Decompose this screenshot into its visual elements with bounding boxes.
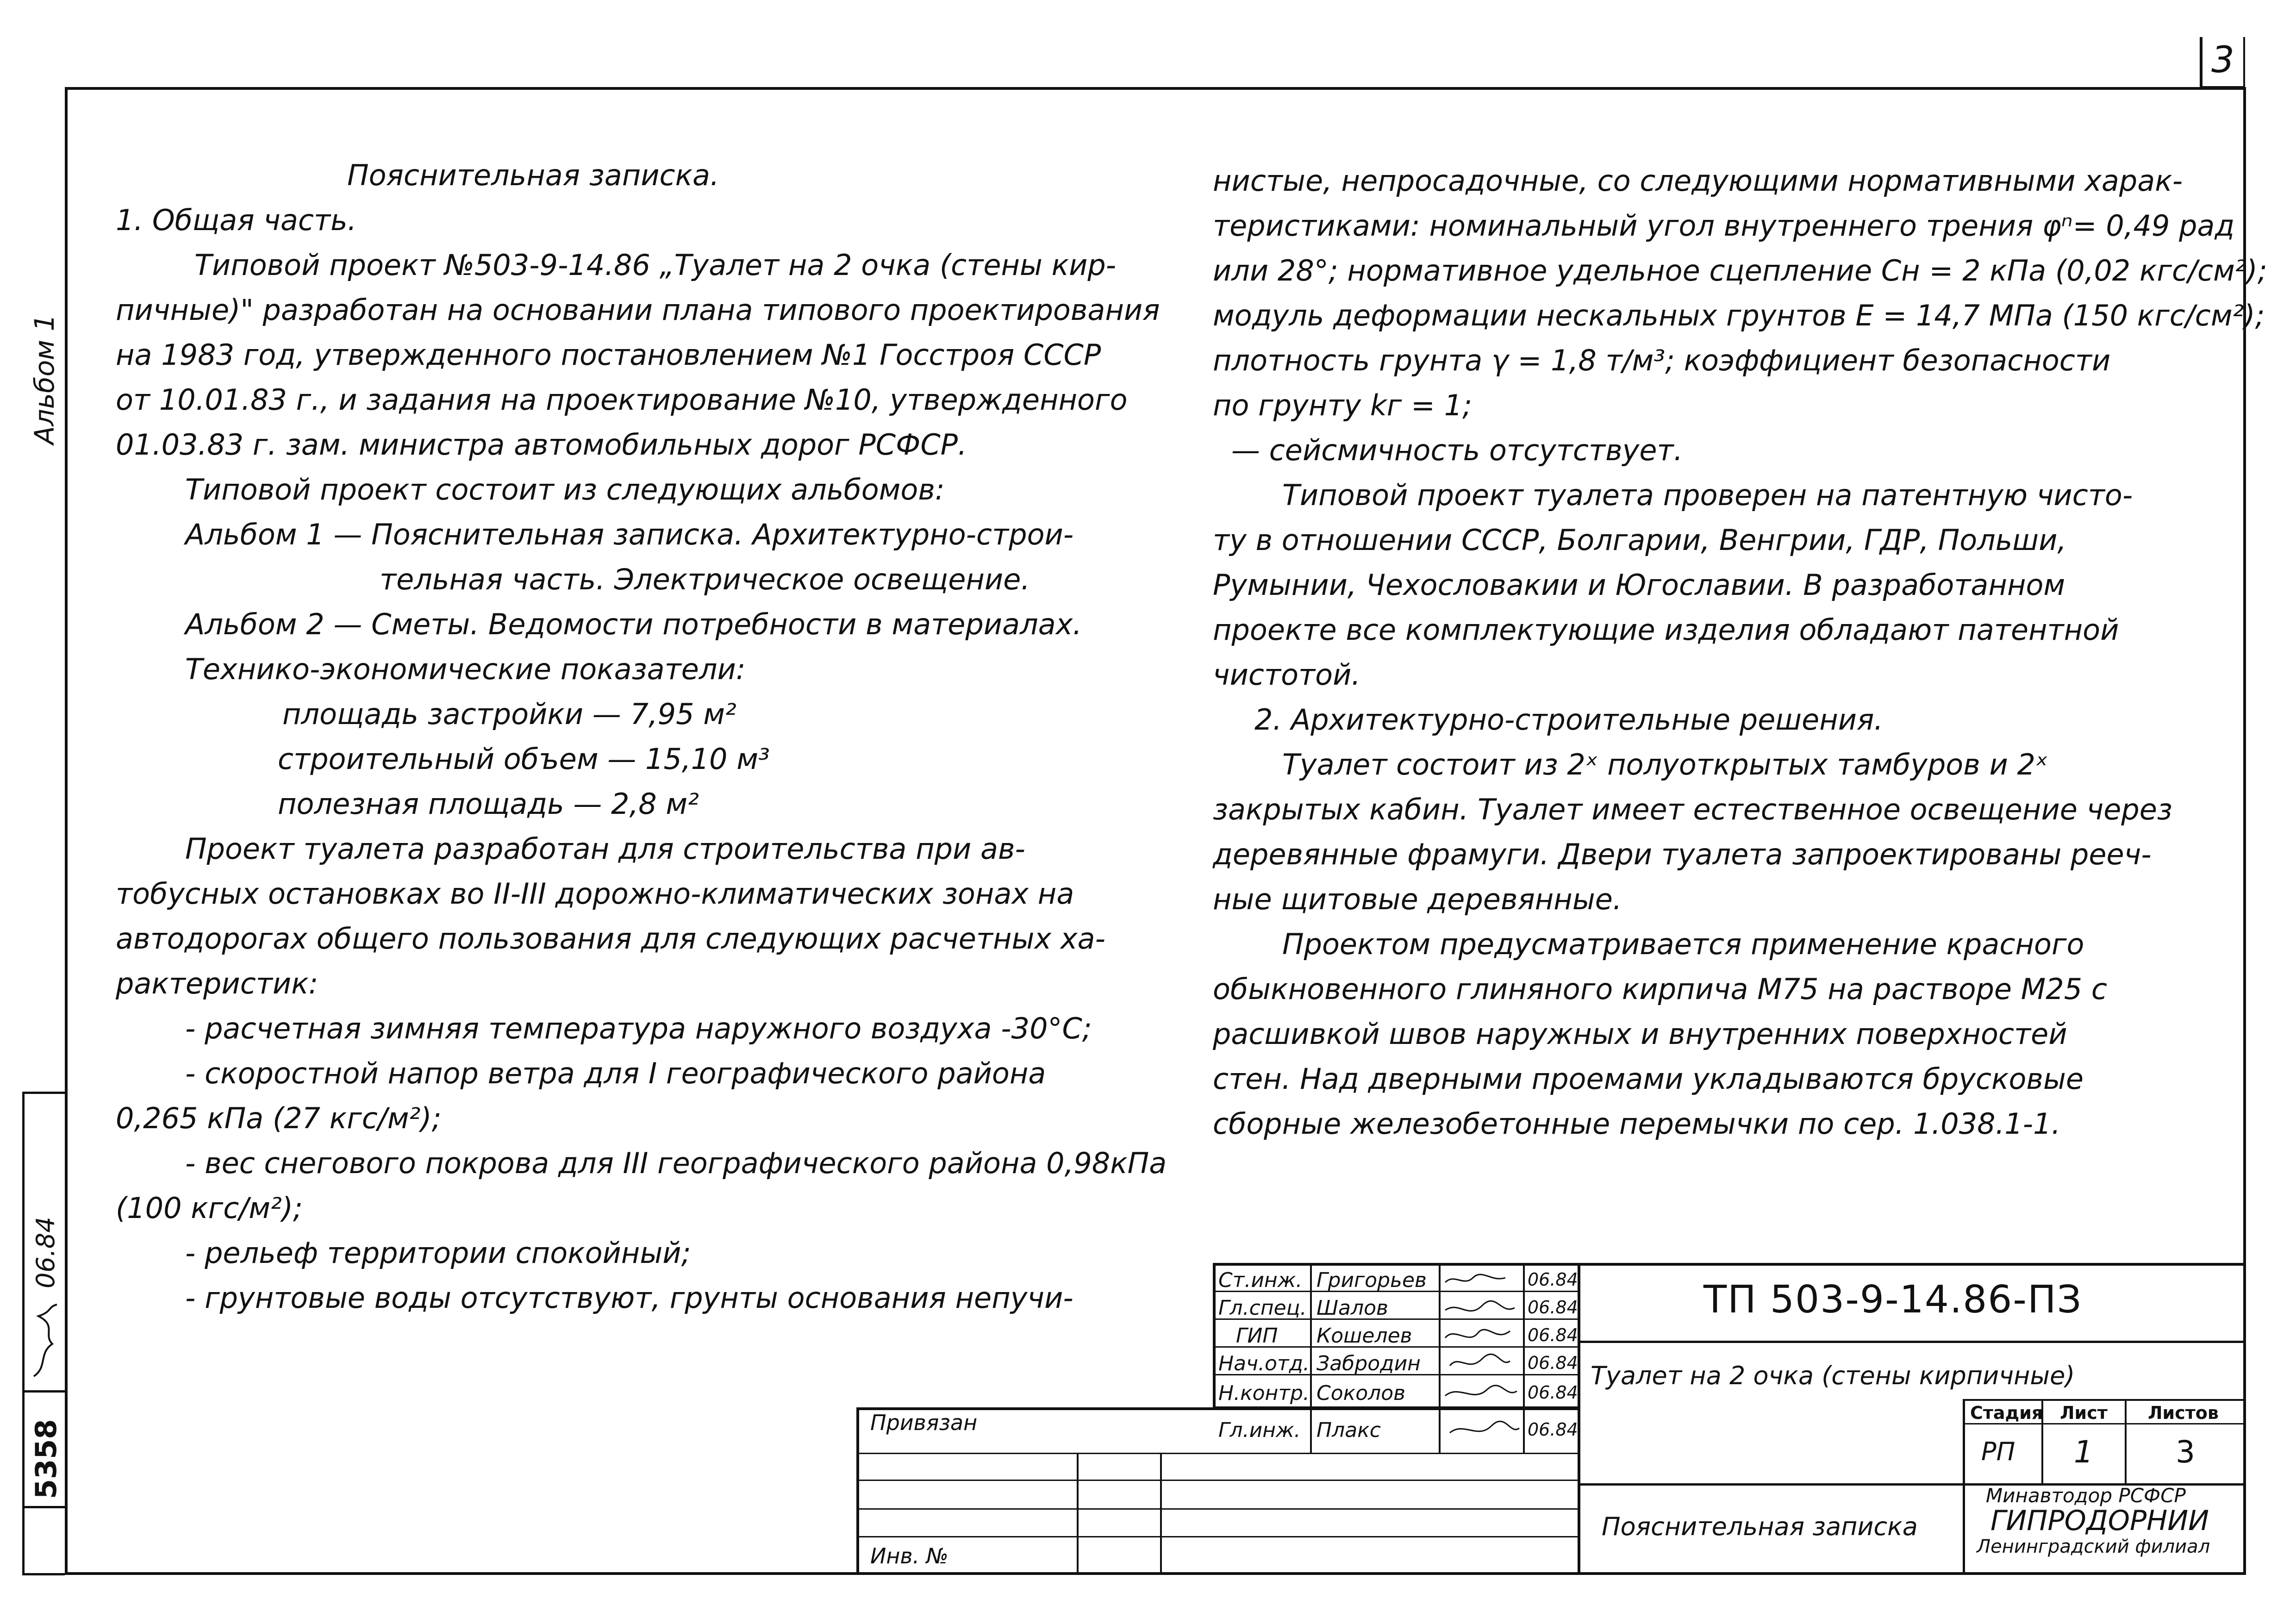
note-line: 1. Общая часть. — [116, 203, 357, 237]
note-line: Туалет состоит из 2ˣ полуоткрытых тамбуров и 2ˣ — [1282, 748, 2048, 781]
note-line: Альбом 2 — Сметы. Ведомости потребности в материалах. — [185, 607, 1082, 641]
note-line: стен. Над дверными проемами укладываются брусковые — [1213, 1062, 2084, 1096]
tb-date: 06.84 — [1528, 1269, 1578, 1290]
signatures-scribbles — [1441, 1268, 1522, 1444]
tb-role: Гл.спец. — [1218, 1296, 1307, 1320]
note-line: 0,265 кПа (27 кгс/м²); — [116, 1101, 442, 1135]
tb-date: 06.84 — [1528, 1419, 1578, 1440]
bound-grid-left — [856, 1407, 859, 1575]
note-line: нистые, непросадочные, со следующими нормативными харак- — [1213, 164, 2183, 198]
note-line: закрытых кабин. Туалет имеет естественное освещение через — [1213, 793, 2172, 826]
note-line: модуль деформации нескальных грунтов E = 14,7 МПа (150 кгс/см²); — [1213, 299, 2265, 332]
note-line: по грунту kг = 1; — [1213, 388, 1472, 422]
note-title: Пояснительная записка. — [347, 158, 719, 192]
note-line: обыкновенного глиняного кирпича М75 на растворе М25 с — [1213, 972, 2107, 1006]
note-line: Технико-экономические показатели: — [185, 652, 746, 686]
tb-signer: Григорьев — [1316, 1268, 1427, 1292]
tb-role: Нач.отд. — [1218, 1352, 1310, 1375]
inventory-label: Инв. № — [870, 1543, 948, 1568]
tb-role: Н.контр. — [1218, 1381, 1310, 1405]
note-line: - скоростной напор ветра для I географического района — [185, 1056, 1046, 1090]
bound-to-label: Привязан — [870, 1410, 978, 1435]
note-line: тельная часть. Электрическое освещение. — [380, 562, 1030, 596]
note-line: деревянные фрамуги. Двери туалета запроектированы рееч- — [1213, 837, 2152, 871]
org-line-2: ГИПРОДОРНИИ — [1990, 1505, 2209, 1537]
note-line: 2. Архитектурно-строительные решения. — [1254, 703, 1884, 737]
note-line: проекте все комплектующие изделия обладают патентной — [1213, 613, 2119, 647]
note-line: - рельеф территории спокойный; — [185, 1236, 691, 1270]
bound-grid-col — [1160, 1453, 1162, 1575]
note-line: расшивкой швов наружных и внутренних поверхностей — [1213, 1017, 2067, 1051]
note-line: (100 кгс/м²); — [116, 1191, 303, 1225]
tb-stage-col — [1963, 1399, 1965, 1575]
tb-left-line — [1213, 1263, 1216, 1407]
tb-date: 06.84 — [1528, 1297, 1578, 1318]
note-line: автодорогах общего пользования для следующих расчетных ха- — [116, 922, 1105, 956]
tb-signer: Соколов — [1316, 1381, 1406, 1405]
sheets-value: 3 — [2176, 1434, 2195, 1470]
note-line: или 28°; нормативное удельное сцепление Cн = 2 кПа (0,02 кгс/см²); — [1213, 254, 2267, 287]
tb-row-line — [1213, 1453, 1578, 1454]
object-name: Туалет на 2 очка (стены кирпичные) — [1591, 1361, 2075, 1390]
note-line: строительный объем — 15,10 м³ — [278, 742, 770, 776]
bound-grid-col — [1077, 1453, 1079, 1575]
tb-signer: Шалов — [1316, 1296, 1388, 1320]
bound-grid-row — [856, 1480, 1578, 1481]
stage-value: РП — [1981, 1437, 2015, 1466]
tb-signer: Кошелев — [1316, 1324, 1412, 1348]
left-stamp-date: 06.84 — [31, 1217, 60, 1288]
stage-header: Стадия — [1970, 1403, 2043, 1423]
sheet-header: Лист — [2060, 1403, 2108, 1423]
note-line: сборные железобетонные перемычки по сер. 1.038.1-1. — [1213, 1107, 2061, 1141]
bound-grid-row — [856, 1508, 1578, 1510]
tb-date-right-line — [1578, 1263, 1580, 1575]
note-line: Типовой проект состоит из следующих альбомов: — [185, 473, 945, 506]
note-line: полезная площадь — 2,8 м² — [278, 787, 699, 821]
corner-sheet-number: 3 — [2200, 37, 2245, 89]
tb-stage-head — [1963, 1423, 2246, 1424]
note-line: Типовой проект №503-9-14.86 „Туалет на 2 очка (стены кир- — [194, 248, 1117, 282]
note-line: тобусных остановках во II-III дорожно-климатических зонах на — [116, 877, 1074, 911]
note-line: — сейсмичность отсутствует. — [1231, 433, 1683, 467]
tb-stage-top — [1963, 1399, 2246, 1401]
note-line: плотность грунта γ = 1,8 т/м³; коэффициент безопасности — [1213, 344, 2111, 377]
note-line: - расчетная зимняя температура наружного воздуха -30°С; — [185, 1012, 1092, 1045]
note-line: Альбом 1 — Пояснительная записка. Архитектурно-строи- — [185, 518, 1074, 551]
tb-date: 06.84 — [1528, 1353, 1578, 1373]
tb-role: Гл.инж. — [1218, 1418, 1301, 1442]
note-line: ту в отношении СССР, Болгарии, Венгрии, ГДР, Польши, — [1213, 523, 2067, 557]
sheet-value: 1 — [2074, 1434, 2093, 1470]
tb-designation-line — [1578, 1341, 2246, 1343]
tb-signer: Забродин — [1316, 1352, 1421, 1375]
note-line: пичные)" разработан на основании плана типового проектирования — [116, 293, 1160, 327]
inventory-number: 5358 — [29, 1419, 63, 1499]
note-line: на 1983 год, утвержденного постановлением №1 Госстроя СССР — [116, 338, 1101, 372]
note-line: Проектом предусматривается применение красного — [1282, 927, 2084, 961]
tb-top-line — [1213, 1263, 2246, 1266]
note-line: теристиками: номинальный угол внутреннего трения φⁿ= 0,49 рад — [1213, 209, 2235, 243]
note-line: рактеристик: — [116, 967, 318, 1000]
note-line: Румынии, Чехословакии и Югославии. В разработанном — [1213, 568, 2065, 602]
tb-date: 06.84 — [1528, 1382, 1578, 1403]
note-line: ные щитовые деревянные. — [1213, 882, 1622, 916]
note-line: от 10.01.83 г., и задания на проектирование №10, утвержденного — [116, 383, 1128, 417]
note-line: Типовой проект туалета проверен на патентную чисто- — [1282, 478, 2133, 512]
org-line-3: Ленинградский филиал — [1977, 1536, 2210, 1557]
tb-role: ГИП — [1236, 1324, 1278, 1348]
note-line: Проект туалета разработан для строительства при ав- — [185, 832, 1025, 866]
sheets-header: Листов — [2148, 1403, 2219, 1423]
bound-grid-row — [856, 1536, 1578, 1537]
tb-role: Ст.инж. — [1218, 1268, 1303, 1292]
tb-sheets-col — [2125, 1399, 2127, 1484]
album-label: Альбом 1 — [29, 314, 60, 444]
designation: ТП 503-9-14.86-ПЗ — [1703, 1278, 2083, 1322]
tb-date: 06.84 — [1528, 1325, 1578, 1345]
note-line: 01.03.83 г. зам. министра автомобильных дорог РСФСР. — [116, 428, 967, 462]
document-name: Пояснительная записка — [1602, 1512, 1918, 1541]
note-line: чистотой. — [1213, 658, 1361, 692]
org-line-1: Минавтодор РСФСР — [1986, 1484, 2186, 1507]
note-line: площадь застройки — 7,95 м² — [282, 697, 736, 731]
bound-grid-row — [856, 1453, 1222, 1454]
note-line: - вес снегового покрова для III географического района 0,98кПа — [185, 1146, 1167, 1180]
note-line: - грунтовые воды отсутствуют, грунты основания непучи- — [185, 1281, 1073, 1315]
tb-signer: Плакс — [1316, 1418, 1381, 1442]
